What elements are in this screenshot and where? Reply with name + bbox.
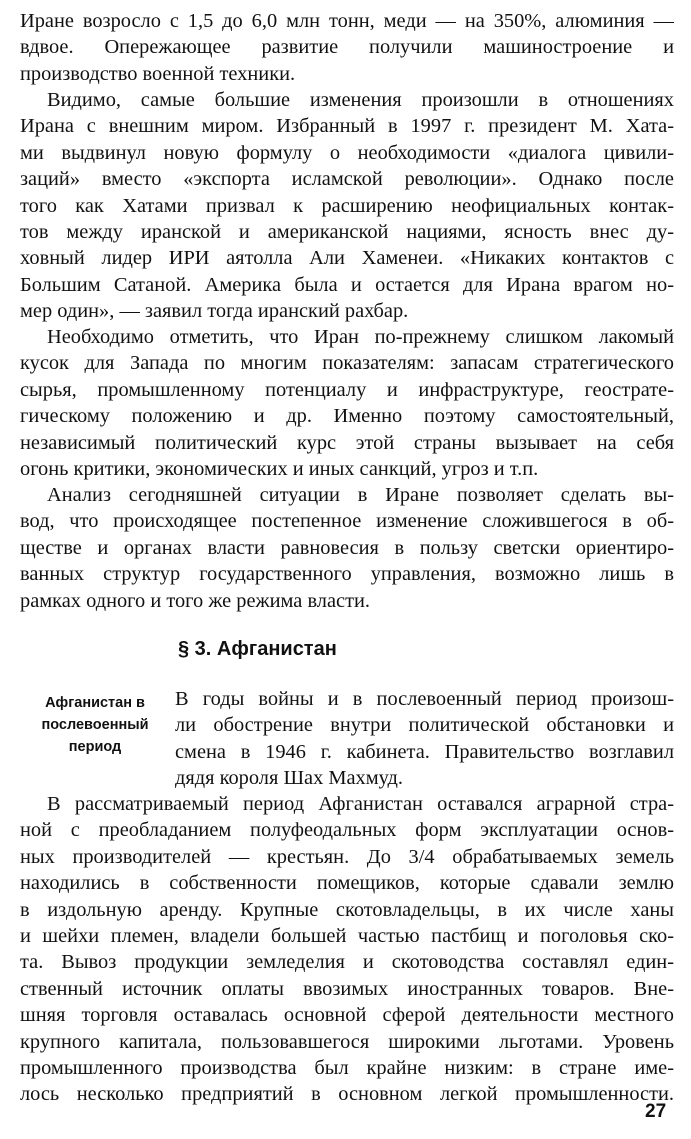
text-line: Анализ сегодняшней ситуации в Иране позволяет сделать вы- bbox=[47, 484, 674, 506]
text-line: лось несколько предприятий в основном легкой промышленности. bbox=[20, 1083, 674, 1106]
text-line: В годы войны и в послевоенный период произош- bbox=[175, 688, 674, 710]
text-line: огонь критики, экономических и иных санкций, угроз и т.п. bbox=[20, 457, 539, 480]
text-line: дядя короля Шах Махмуд. bbox=[175, 767, 404, 790]
side-heading-line: период bbox=[68, 739, 122, 755]
page-number: 27 bbox=[645, 1101, 667, 1122]
text-line: рамках одного и того же режима власти. bbox=[20, 589, 371, 612]
text-line: Иране возросло с 1,5 до 6,0 млн тонн, меди — на 350%, алюминия — bbox=[20, 10, 674, 32]
text-line: Ирана с внешним миром. Избранный в 1997 г. президент М. Хата- bbox=[20, 115, 674, 138]
text-line: промышленного производства был крайне низким: в стране име- bbox=[20, 1056, 674, 1079]
paragraph-postwar bbox=[175, 686, 674, 792]
text-line: заций» вместо «экспорта исламской революции». Однако после bbox=[20, 168, 674, 191]
text-line: находились в собственности помещиков, которые сдавали землю bbox=[20, 872, 674, 895]
text-line: мер один», — заявил тогда иранский рахбар. bbox=[20, 300, 409, 323]
side-heading-line: Афганистан в bbox=[45, 695, 145, 711]
paragraph-west-interest bbox=[20, 324, 674, 482]
text-line: независимый политический курс этой страны вызывает на себя bbox=[20, 431, 674, 454]
text-line: Видимо, самые большие изменения произошли в отношениях bbox=[47, 89, 674, 111]
side-heading bbox=[20, 692, 170, 758]
text-line: тов между иранской и американской нациями, ясность внес ду- bbox=[20, 220, 674, 243]
paragraph-analysis bbox=[20, 482, 674, 614]
text-line: того как Хатами призвал к расширению неофициальных контак- bbox=[20, 194, 674, 217]
text-line: кусок для Запада по многим показателям: запасам стратегического bbox=[20, 352, 674, 375]
text-line: в издольную аренду. Крупные скотовладельцы, в их числе ханы bbox=[20, 898, 674, 921]
section-heading: § 3. Афганистан bbox=[178, 638, 337, 660]
text-line: В рассматриваемый период Афганистан оставался аграрной стра- bbox=[47, 793, 674, 815]
paragraph-agrarian bbox=[20, 791, 674, 1108]
text-line: ных производителей — крестьян. До 3/4 обрабатываемых земель bbox=[20, 845, 674, 868]
text-line: Необходимо отметить, что Иран по-прежнему слишком лакомый bbox=[47, 326, 674, 348]
text-line: сырья, промышленному потенциалу и инфраструктуре, геострате- bbox=[20, 378, 674, 401]
text-line: ственный источник оплаты ввозимых иностранных товаров. Вне- bbox=[20, 977, 674, 1000]
text-line: вод, что происходящее постепенное изменение сложившегося в об- bbox=[20, 510, 674, 533]
text-line: и шейхи племен, владели большей частью пастбищ и поголовья ско- bbox=[20, 924, 674, 947]
text-line: производство военной техники. bbox=[20, 62, 296, 85]
text-line: ванных структур государственного управления, возможно лишь в bbox=[20, 563, 674, 586]
text-line: ли обострение внутри политической обстановки и bbox=[175, 714, 674, 737]
paragraph-continuation bbox=[20, 8, 674, 87]
text-line: та. Вывоз продукции земледелия и скотоводства составлял един- bbox=[20, 951, 674, 974]
paragraph-foreign-relations bbox=[20, 87, 674, 325]
side-heading-line: послевоенный bbox=[41, 717, 149, 733]
text-line: шняя торговля оставалась основной сферой деятельности местного bbox=[20, 1004, 674, 1027]
text-line: вдвое. Опережающее развитие получили машиностроение и bbox=[20, 36, 674, 59]
text-line: Большим Сатаной. Америка была и остается для Ирана врагом но- bbox=[20, 273, 674, 296]
text-line: ной с преобладанием полуфеодальных форм эксплуатации основ- bbox=[20, 819, 674, 842]
text-line: ществе и органах власти равновесия в пользу светски ориентиро- bbox=[20, 536, 674, 559]
text-line: ховный лидер ИРИ аятолла Али Хаменеи. «Никаких контактов с bbox=[20, 247, 674, 270]
text-line: ми выдвинул новую формулу о необходимости «диалога цивили- bbox=[20, 141, 674, 164]
text-line: крупного капитала, пользовавшегося широкими льготами. Уровень bbox=[20, 1030, 674, 1053]
text-line: гическому положению и др. Именно поэтому самостоятельный, bbox=[20, 405, 674, 428]
text-line: смена в 1946 г. кабинета. Правительство возглавил bbox=[175, 740, 674, 763]
